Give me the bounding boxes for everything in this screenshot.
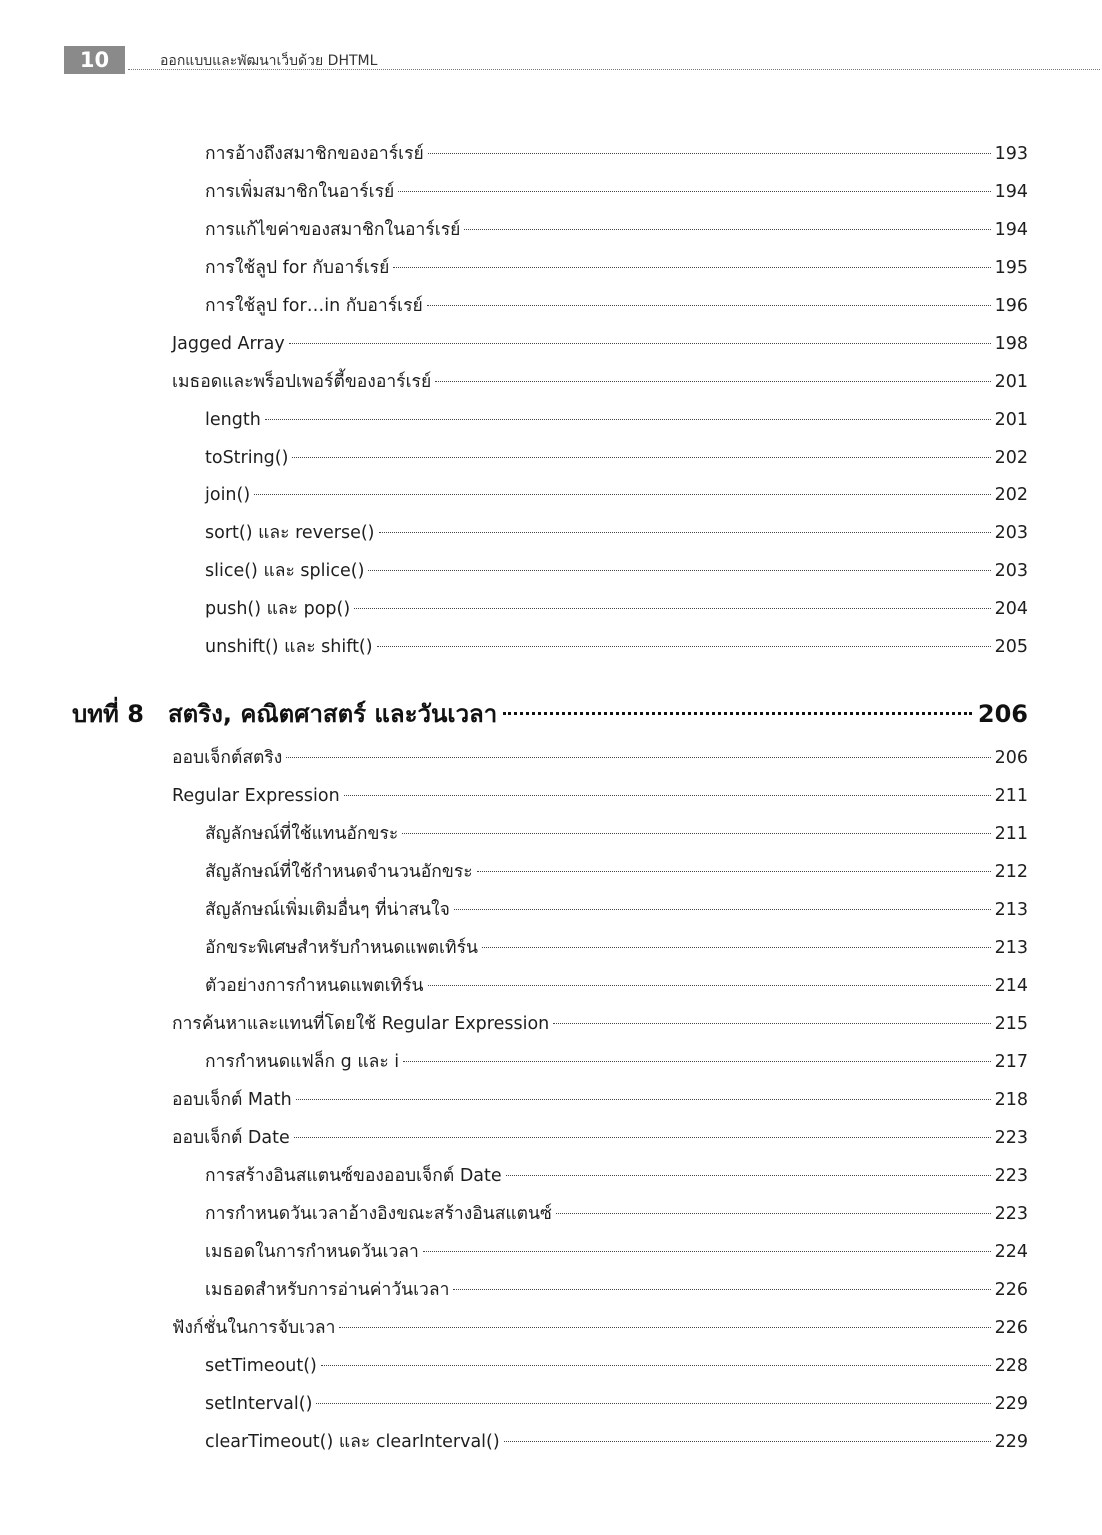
dot-leader bbox=[464, 229, 990, 230]
toc-entry-title: เมธอดสำหรับการอ่านค่าวันเวลา bbox=[205, 1280, 450, 1300]
chapter-number: บทที่ 8 bbox=[72, 700, 144, 728]
toc-entry-page: 198 bbox=[994, 334, 1028, 354]
dot-leader bbox=[553, 1023, 990, 1024]
toc-entry bbox=[172, 367, 1028, 397]
toc-entry-page: 206 bbox=[977, 700, 1028, 728]
page-number: 10 bbox=[64, 46, 125, 74]
toc-entry-title: ออบเจ็กต์ Math bbox=[172, 1090, 292, 1110]
toc-entry-page: 223 bbox=[994, 1128, 1028, 1148]
dot-leader bbox=[477, 871, 991, 872]
toc-entry-title: การค้นหาและแทนที่โดยใช้ Regular Expression bbox=[172, 1014, 550, 1034]
dot-leader bbox=[435, 381, 990, 382]
toc-entry bbox=[205, 1161, 1028, 1191]
toc-entry-page: 211 bbox=[994, 786, 1028, 806]
dot-leader bbox=[316, 1403, 990, 1404]
toc-entry-title: slice() และ splice() bbox=[205, 561, 365, 581]
dot-leader bbox=[294, 1137, 991, 1138]
toc-entry-page: 214 bbox=[994, 976, 1028, 996]
toc-entry-title: สตริง, คณิตศาสตร์ และวันเวลา bbox=[168, 700, 498, 728]
toc-entry-title: การอ้างถึงสมาชิกของอาร์เรย์ bbox=[205, 144, 424, 164]
toc-entry-page: 229 bbox=[994, 1394, 1028, 1414]
dot-leader bbox=[344, 795, 991, 796]
toc-entry bbox=[172, 1123, 1028, 1153]
toc-entry bbox=[172, 1085, 1028, 1115]
toc-entry-page: 203 bbox=[994, 523, 1028, 543]
header-dotted-rule bbox=[128, 69, 1100, 70]
toc-entry-title: ออบเจ็กต์ Date bbox=[172, 1128, 290, 1148]
toc-entry bbox=[205, 480, 1028, 510]
dot-leader bbox=[403, 1061, 990, 1062]
toc-entry-page: 223 bbox=[994, 1204, 1028, 1224]
toc-entry bbox=[205, 895, 1028, 925]
toc-entry-page: 194 bbox=[994, 182, 1028, 202]
toc-entry bbox=[205, 1351, 1028, 1381]
toc-entry bbox=[205, 556, 1028, 586]
toc-entry-page: 226 bbox=[994, 1280, 1028, 1300]
toc-entry-page: 229 bbox=[994, 1432, 1028, 1452]
dot-leader bbox=[265, 419, 991, 420]
toc-entry-title: length bbox=[205, 410, 261, 430]
toc-entry-page: 218 bbox=[994, 1090, 1028, 1110]
toc-entry bbox=[205, 443, 1028, 473]
toc-entry-page: 224 bbox=[994, 1242, 1028, 1262]
dot-leader bbox=[454, 909, 991, 910]
toc-entry bbox=[205, 1047, 1028, 1077]
toc-entry-title: เมธอดในการกำหนดวันเวลา bbox=[205, 1242, 419, 1262]
toc-entry-page: 215 bbox=[994, 1014, 1028, 1034]
dot-leader bbox=[506, 1175, 991, 1176]
chapter-heading bbox=[72, 697, 1028, 731]
toc-entry-page: 193 bbox=[994, 144, 1028, 164]
toc-entry-title: การกำหนดแฟล็ก g และ i bbox=[205, 1052, 400, 1072]
toc-entry-title: การแก้ไขค่าของสมาชิกในอาร์เรย์ bbox=[205, 220, 461, 240]
toc-entry-title: การสร้างอินสแตนซ์ของออบเจ็กต์ Date bbox=[205, 1166, 502, 1186]
dot-leader bbox=[504, 1441, 991, 1442]
toc-entry-title: ออบเจ็กต์สตริง bbox=[172, 748, 283, 768]
dot-leader bbox=[402, 833, 990, 834]
toc-entry bbox=[205, 405, 1028, 435]
toc-entry-title: สัญลักษณ์เพิ่มเติมอื่นๆ ที่น่าสนใจ bbox=[205, 900, 450, 920]
dot-leader bbox=[339, 1327, 990, 1328]
dot-leader bbox=[296, 1099, 991, 1100]
dot-leader bbox=[321, 1365, 991, 1366]
toc-entry-title: การใช้ลูป for กับอาร์เรย์ bbox=[205, 258, 390, 278]
toc-entry-title: join() bbox=[205, 485, 251, 505]
toc-entry-page: 203 bbox=[994, 561, 1028, 581]
dot-leader bbox=[354, 608, 990, 609]
toc-entry bbox=[172, 1313, 1028, 1343]
toc-entry bbox=[205, 1199, 1028, 1229]
toc-entry-title: clearTimeout() และ clearInterval() bbox=[205, 1432, 500, 1452]
toc-entry-title: การใช้ลูป for…in กับอาร์เรย์ bbox=[205, 296, 423, 316]
toc-entry-title: Regular Expression bbox=[172, 786, 340, 806]
toc-entry bbox=[172, 781, 1028, 811]
toc-entry-title: sort() และ reverse() bbox=[205, 523, 375, 543]
toc-entry-title: toString() bbox=[205, 448, 289, 468]
toc-entry-page: 226 bbox=[994, 1318, 1028, 1338]
toc-entry-page: 202 bbox=[994, 448, 1028, 468]
toc-entry-page: 201 bbox=[994, 410, 1028, 430]
toc-entry bbox=[205, 215, 1028, 245]
dot-leader bbox=[427, 305, 991, 306]
toc-entry-page: 212 bbox=[994, 862, 1028, 882]
toc-entry-title: ตัวอย่างการกำหนดแพตเทิร์น bbox=[205, 976, 424, 996]
toc-entry-page: 194 bbox=[994, 220, 1028, 240]
running-title: ออกแบบและพัฒนาเว็บด้วย DHTML bbox=[160, 53, 378, 69]
dot-leader bbox=[292, 457, 990, 458]
toc-entry-page: 202 bbox=[994, 485, 1028, 505]
toc-entry-title: unshift() และ shift() bbox=[205, 637, 373, 657]
dot-leader bbox=[254, 494, 990, 495]
toc-entry-page: 201 bbox=[994, 372, 1028, 392]
page-header bbox=[64, 46, 1100, 74]
toc-entry bbox=[205, 253, 1028, 283]
toc-entry bbox=[205, 291, 1028, 321]
dot-leader bbox=[503, 712, 972, 715]
toc-entry-title: สัญลักษณ์ที่ใช้แทนอักขระ bbox=[205, 824, 399, 844]
toc-entry bbox=[205, 1427, 1028, 1457]
dot-leader bbox=[393, 267, 990, 268]
toc-entry bbox=[205, 632, 1028, 662]
toc-entry-page: 206 bbox=[994, 748, 1028, 768]
dot-leader bbox=[428, 153, 991, 154]
toc-entry-title: push() และ pop() bbox=[205, 599, 351, 619]
toc-entry bbox=[205, 971, 1028, 1001]
toc-entry-title: การกำหนดวันเวลาอ้างอิงขณะสร้างอินสแตนซ์ bbox=[205, 1204, 552, 1224]
toc-entry-title: การเพิ่มสมาชิกในอาร์เรย์ bbox=[205, 182, 395, 202]
toc-entry-title: อักขระพิเศษสำหรับกำหนดแพตเทิร์น bbox=[205, 938, 478, 958]
toc-entry-page: 196 bbox=[994, 296, 1028, 316]
toc-entry bbox=[205, 1389, 1028, 1419]
toc-entry bbox=[172, 743, 1028, 773]
toc-entry-title: ฟังก์ชั่นในการจับเวลา bbox=[172, 1318, 336, 1338]
toc-entry-page: 223 bbox=[994, 1166, 1028, 1186]
toc-entry bbox=[205, 139, 1028, 169]
toc-entry-title: Jagged Array bbox=[172, 334, 285, 354]
toc-entry bbox=[205, 177, 1028, 207]
toc-entry-title: สัญลักษณ์ที่ใช้กำหนดจำนวนอักขระ bbox=[205, 862, 473, 882]
dot-leader bbox=[289, 343, 991, 344]
toc-entry-page: 204 bbox=[994, 599, 1028, 619]
dot-leader bbox=[556, 1213, 991, 1214]
toc-entry bbox=[205, 819, 1028, 849]
dot-leader bbox=[398, 191, 990, 192]
toc-entry-page: 213 bbox=[994, 900, 1028, 920]
dot-leader bbox=[428, 985, 991, 986]
toc-entry-title: setTimeout() bbox=[205, 1356, 317, 1376]
toc-entry-page: 228 bbox=[994, 1356, 1028, 1376]
dot-leader bbox=[482, 947, 991, 948]
toc-entry-title: setInterval() bbox=[205, 1394, 313, 1414]
dot-leader bbox=[368, 570, 990, 571]
toc-entry-page: 211 bbox=[994, 824, 1028, 844]
toc-entry-page: 195 bbox=[994, 258, 1028, 278]
toc-entry bbox=[205, 857, 1028, 887]
toc-entry bbox=[205, 933, 1028, 963]
dot-leader bbox=[377, 646, 991, 647]
dot-leader bbox=[453, 1289, 990, 1290]
toc-entry-page: 217 bbox=[994, 1052, 1028, 1072]
toc-entry-page: 205 bbox=[994, 637, 1028, 657]
toc-entry-page: 213 bbox=[994, 938, 1028, 958]
toc-entry bbox=[205, 594, 1028, 624]
toc-entry bbox=[172, 1009, 1028, 1039]
dot-leader bbox=[286, 757, 990, 758]
toc-entry bbox=[205, 518, 1028, 548]
toc-entry bbox=[205, 1275, 1028, 1305]
dot-leader bbox=[423, 1251, 991, 1252]
toc-entry bbox=[172, 329, 1028, 359]
toc-entry-title: เมธอดและพร็อปเพอร์ตี้ของอาร์เรย์ bbox=[172, 372, 432, 392]
dot-leader bbox=[379, 532, 991, 533]
toc-entry bbox=[205, 1237, 1028, 1267]
